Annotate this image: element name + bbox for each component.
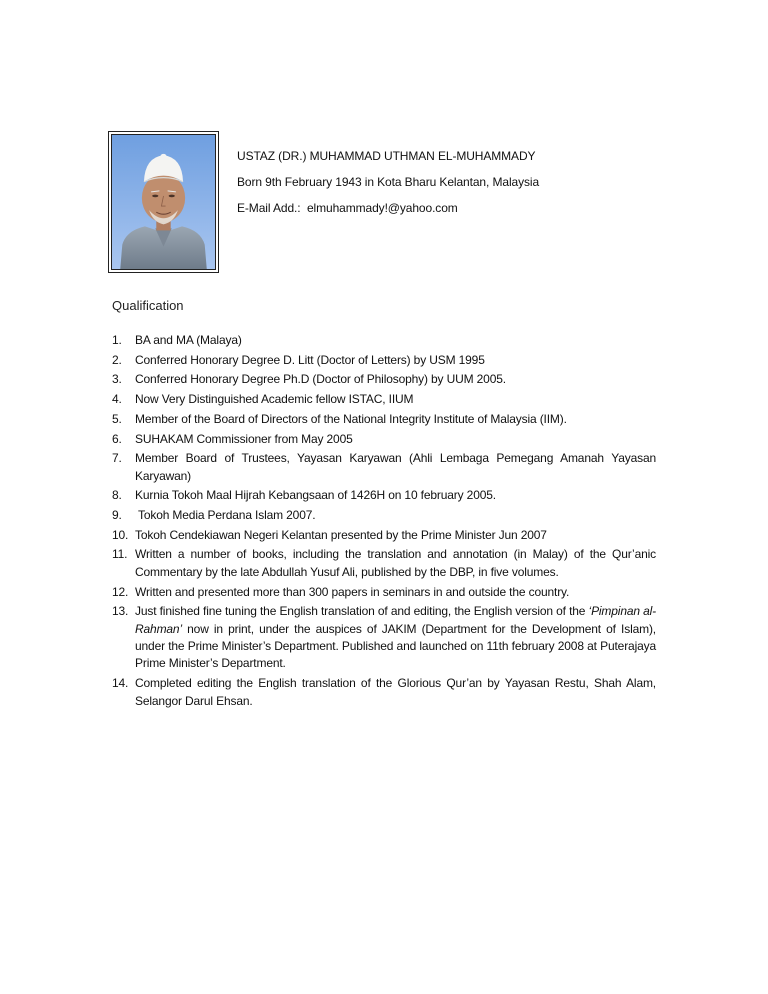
list-item-number: 7. — [112, 451, 122, 466]
qualification-heading: Qualification — [112, 298, 184, 313]
list-item-text: Conferred Honorary Degree Ph.D (Doctor of Philosophy) by UUM 2005. — [135, 372, 506, 387]
list-item-text: Conferred Honorary Degree D. Litt (Doctor of Letters) by USM 1995 — [135, 352, 485, 367]
list-item-number: 11. — [112, 547, 128, 562]
list-item-text-part: now in print, under the auspices of JAKIM (Department for the Development of Islam), under the Prime Minister’s Department. Published and launched on 11th february 2008 at Puterajaya Prime Minister’s Department. — [135, 621, 656, 671]
list-item-text: Member of the Board of Directors of the National Integrity Institute of Malaysia (IIM). — [135, 411, 567, 426]
list-item — [112, 391, 656, 408]
list-item-number: 1. — [112, 333, 122, 347]
list-item — [112, 507, 656, 524]
list-item — [112, 546, 656, 581]
portrait-photo-frame — [108, 131, 219, 273]
profile-header — [237, 143, 539, 221]
list-item-text — [135, 603, 656, 673]
list-item-number: 14. — [112, 676, 129, 691]
list-item-number: 12. — [112, 584, 129, 599]
list-item-text: SUHAKAM Commissioner from May 2005 — [135, 431, 353, 446]
list-item — [112, 603, 656, 673]
list-item-text: Completed editing the English translation of the Glorious Qur’an by Yayasan Restu, Shah Alam, Selangor Darul Ehsan. — [135, 676, 656, 708]
email-label: E-Mail Add.: — [237, 201, 301, 215]
list-item-text: Written and presented more than 300 papers in seminars in and outside the country. — [135, 584, 570, 599]
list-item-number: 9. — [112, 508, 122, 523]
list-item — [112, 527, 656, 544]
qualification-list — [112, 332, 656, 712]
list-item — [112, 450, 656, 485]
email-line — [237, 195, 539, 221]
person-name: USTAZ (DR.) MUHAMMAD UTHMAN EL-MUHAMMADY — [237, 149, 536, 163]
list-item — [112, 431, 656, 448]
list-item-number: 5. — [112, 411, 122, 426]
list-item — [112, 371, 656, 388]
list-item — [112, 352, 656, 369]
list-item-text-part: Just finished fine tuning the English translation of and editing, the English version of the — [135, 604, 589, 619]
list-item-number: 4. — [112, 392, 122, 407]
list-item-text: Member Board of Trustees, Yayasan Karyawan (Ahli Lembaga Pemegang Amanah Yayasan Karyawan) — [135, 451, 656, 483]
list-item — [112, 584, 656, 601]
birth-info: Born 9th February 1943 in Kota Bharu Kelantan, Malaysia — [237, 175, 540, 189]
list-item — [112, 332, 656, 349]
list-item-text: Kurnia Tokoh Maal Hijrah Kebangsaan of 1426H on 10 february 2005. — [135, 488, 496, 503]
list-item-text: BA and MA (Malaya) — [135, 333, 242, 347]
list-item-number: 13. — [112, 604, 129, 619]
list-item-text: Now Very Distinguished Academic fellow ISTAC, IIUM — [135, 392, 414, 407]
portrait-photo — [111, 134, 216, 270]
list-item-text: Written a number of books, including the translation and annotation (in Malay) of the Qur’anic Commentary by the late Abdullah Yusuf Ali, published by the DBP, in five volumes. — [135, 547, 656, 579]
list-item — [112, 411, 656, 428]
list-item-number: 10. — [112, 527, 129, 542]
list-item-number: 8. — [112, 488, 122, 503]
list-item-number: 2. — [112, 352, 122, 367]
email-address: elmuhammady!@yahoo.com — [306, 201, 458, 215]
book-title: ‘Pimpinan al-Rahman’ — [135, 604, 656, 636]
list-item — [112, 487, 656, 504]
list-item-text: Tokoh Media Perdana Islam 2007. — [135, 508, 316, 523]
list-item-number: 3. — [112, 372, 122, 387]
list-item-text: Tokoh Cendekiawan Negeri Kelantan presented by the Prime Minister Jun 2007 — [135, 527, 547, 542]
list-item-number: 6. — [112, 431, 122, 446]
list-item — [112, 675, 656, 710]
